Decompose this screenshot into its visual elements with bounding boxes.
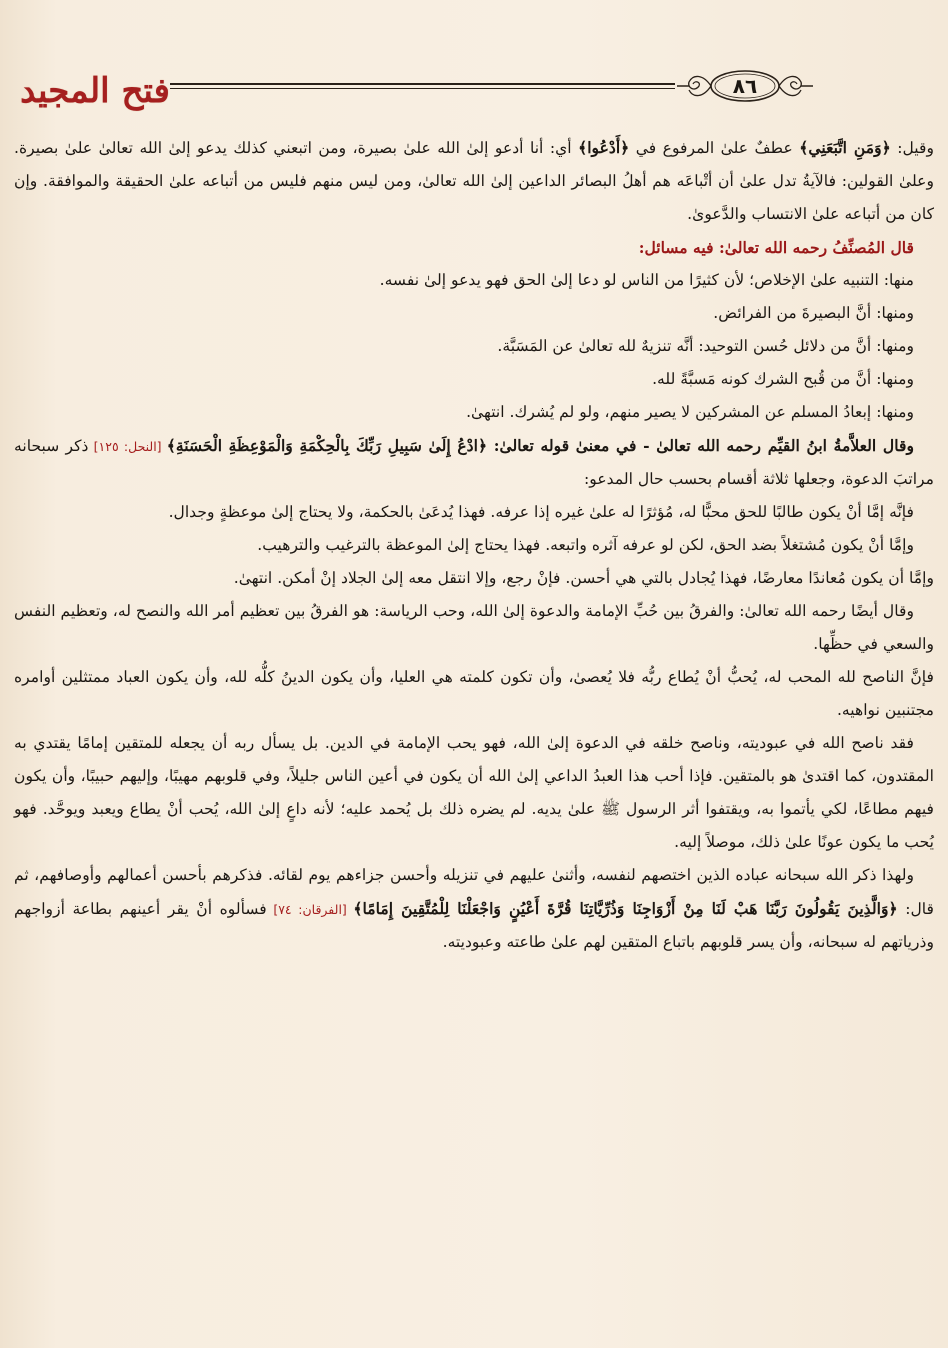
issue-5: ومنها: إبعادُ المسلم عن المشركين لا يصير منهم، ولو لم يُشرك. انتهىٰ. [466, 403, 914, 421]
issue-2: ومنها: أنَّ البصيرةَ من الفرائض. [713, 304, 914, 322]
paragraph-intro [14, 131, 934, 231]
quran-quote: ﴿وَالَّذِينَ يَقُولُونَ رَبَّنَا هَبْ لَنَا مِنْ أَزْوَاجِنَا وَذُرِّيَّاتِنَا قُرَّةَ أَعْيُنٍ وَاجْعَلْنَا لِلْمُتَّقِينَ إِمَامًا﴾ [353, 899, 898, 918]
quran-reference: [الفرقان: ٧٤] [266, 902, 354, 917]
text-run: وقيل: [890, 139, 934, 157]
page-number-ornament [675, 66, 815, 106]
paragraph-sincere-advisor: فإنَّ الناصح لله المحب له، يُحبُّ أنْ يُطاع ربُّه فلا يُعصىٰ، وأن تكون كلمته هي العليا، وأن يكون الدينُ كلُّه لله، وأن يكون العباد ممتثلين أوامره مجتنبين نواهيه. [14, 668, 934, 719]
text-run: وقال العلاَّمةُ ابنُ القيِّم رحمه الله تعالىٰ - في معنىٰ قوله تعالىٰ: [487, 436, 914, 455]
paragraph-category-3: وإمَّا أن يكون مُعاندًا معارضًا، فهذا يُجادل بالتي هي أحسن. فإنْ رجع، وإلا انتقل معه إلىٰ الجلاد إنْ أمكن. انتهىٰ. [233, 569, 934, 587]
issue-1: منها: التنبيه علىٰ الإخلاص؛ لأن كثيرًا من الناس لو دعا إلىٰ الحق فهو يدعو إلىٰ نفسه. [379, 271, 914, 289]
header-rule [170, 76, 675, 98]
issue-3: ومنها: أنَّ من دلائل حُسن التوحيد: أنَّه تنزيهٌ لله تعالىٰ عن المَسَبَّة. [497, 337, 914, 355]
text-run: أي: أنا أدعو إلىٰ الله علىٰ بصيرة، ومن اتبعني كذلك يدعو إلىٰ الله تعالىٰ علىٰ بصيرة. وعلىٰ القولين: فالآيةُ تدل علىٰ أن أتْباعَه هم أهلُ البصائر الداعين إلىٰ الله تعالىٰ، ومن ليس منهم فليس من أتباعه علىٰ الحقيقة والموافقة. وإن كان من أتباعه علىٰ الانتساب والدَّعوىٰ. [14, 139, 934, 223]
paragraph-ibn-qayyim [14, 429, 934, 496]
quran-quote: ﴿وَمَنِ اتَّبَعَنِي﴾ [799, 138, 891, 157]
text-run: عطفٌ علىٰ المرفوع في [629, 139, 800, 157]
text-run: ولهذا ذكر الله سبحانه عباده الذين اختصهم لنفسه، وأثنىٰ عليهم في تنزيله وأحسن جزاءهم يوم لقائه. فذكرهم بأحسن أعمالهم وأوصافهم، ثم قال: [14, 866, 934, 918]
paragraph-conclusion [14, 859, 934, 959]
page-number: ٨٦ [732, 74, 758, 98]
quran-quote: ﴿أَدْعُوا﴾ [578, 138, 630, 157]
paragraph-imamate: فقد ناصح الله في عبوديته، وناصح خلقه في الدعوة إلىٰ الله، فهو يحب الإمامة في الدين. بل يسأل ربه أن يجعله للمتقين إمامًا يقتدي به المقتدون، كما اقتدىٰ هو بالمتقين. فإذا أحب هذا العبدُ الداعي إلىٰ الله أن يكون في أعين الناس جليلاً، وفي قلوبهم مهيبًا، وإليهم حبيبًا، وأن يكون فيهم مطاعًا، لكي يأتموا به، ويقتفوا أثر الرسول ﷺ علىٰ يديه. لم يضره ذلك بل يُحمد عليه؛ لأنه داعٍ إلىٰ الله، يُحب أنْ يطاع ويعبد ويوحَّد. فهو يُحب ما يكون عونًا علىٰ ذلك، موصلاً إليه. [14, 734, 934, 851]
quran-reference: [النحل: ١٢٥] [88, 439, 167, 454]
text-run: فسألوه أنْ يقر أعينهم بطاعة أزواجهم وذرياتهم له سبحانه، وأن يسر قلوبهم باتباع المتقين لهم علىٰ طاعته وعبوديته. [14, 900, 934, 951]
page-header [0, 58, 948, 128]
issue-4: ومنها: أنَّ من قُبح الشرك كونه مَسبَّةً لله. [652, 370, 914, 388]
quran-quote: ﴿ادْعُ إِلَىٰ سَبِيلِ رَبِّكَ بِالْحِكْمَةِ وَالْمَوْعِظَةِ الْحَسَنَةِ﴾ [166, 436, 488, 455]
text-run: ذكر سبحانه مراتبَ الدعوة، وجعلها ثلاثة أقسام بحسب حال المدعو: [14, 437, 934, 488]
paragraph-category-1: فإنَّه إمَّا أنْ يكون طالبًا للحق محبًّا له، مُؤثرًا له علىٰ غيره إذا عرفه. فهذا يُدعَىٰ بالحكمة، ولا يحتاج إلىٰ موعظةٍ وجدال. [168, 503, 914, 521]
paragraph-leadership: وقال أيضًا رحمه الله تعالىٰ: والفرقُ بين حُبِّ الإمامة والدعوة إلىٰ الله، وحب الرياسة: هو الفرقُ بين تعظيم أمر الله والنصح له، وتعظيم النفس والسعي في حظِّها. [14, 602, 934, 653]
running-title: فتح المجيد [20, 71, 170, 111]
section-heading: قال المُصنِّفُ رحمه الله تعالىٰ: فيه مسائل: [638, 238, 914, 257]
paragraph-category-2: وإمَّا أنْ يكون مُشتغلاً بضد الحق، لكن لو عرفه آثره واتبعه. فهذا يحتاج إلىٰ الموعظة بالترغيب والترهيب. [257, 536, 914, 554]
page-body [14, 131, 934, 1311]
